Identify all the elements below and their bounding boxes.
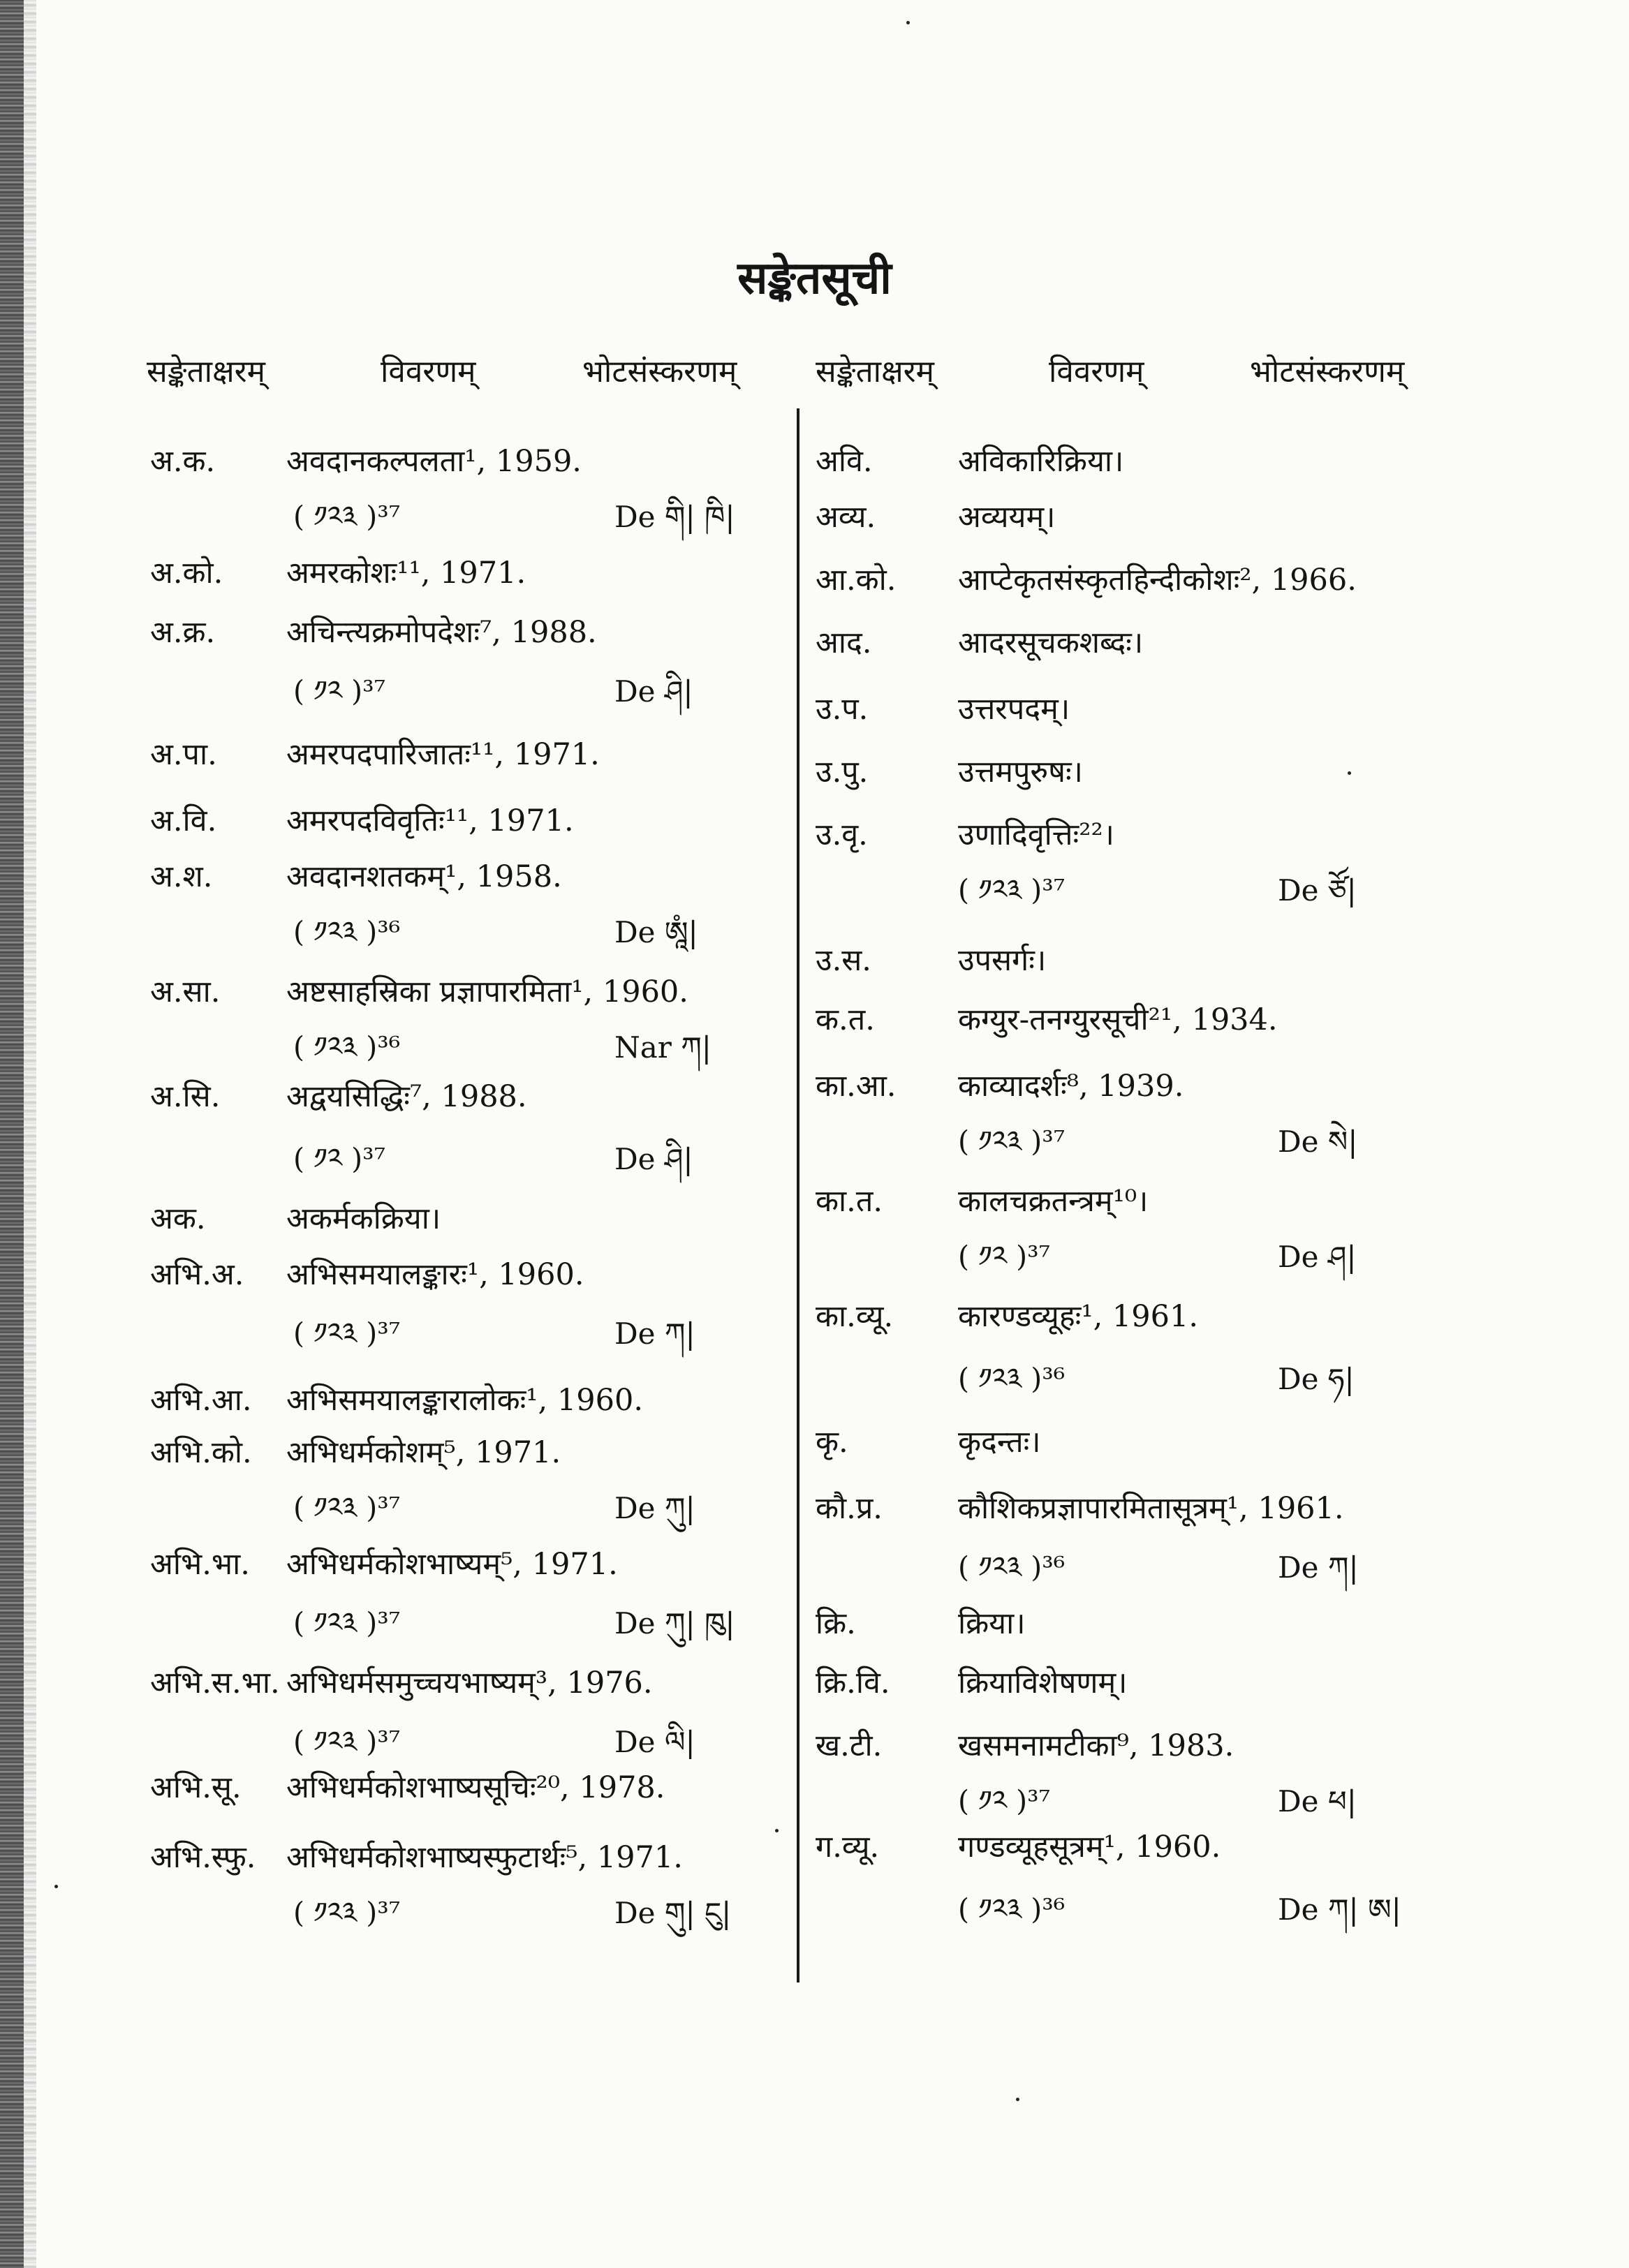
right-entry-tibetan-title: ( ༡༢༣ )³⁶ xyxy=(958,1362,1066,1395)
scan-speck xyxy=(1348,771,1351,775)
right-entry-abbreviation: क्रि. xyxy=(816,1606,856,1641)
right-entry-description: कौशिकप्रज्ञापारमितासूत्रम्¹, 1961. xyxy=(958,1491,1344,1526)
left-entry-abbreviation: अभि.अ. xyxy=(150,1257,244,1292)
right-entry-description: आप्टेकृतसंस्कृतहिन्दीकोशः², 1966. xyxy=(958,563,1357,598)
right-entry-edition-code: De ཙོ| xyxy=(1278,873,1357,907)
left-entry-description: अवदानशतकम्¹, 1958. xyxy=(286,859,562,894)
left-entry-tibetan-title: ( ༡༢༣ )³⁷ xyxy=(293,1317,401,1350)
left-entry-tibetan-title: ( ༡༢༣ )³⁷ xyxy=(293,500,401,533)
right-entry-description: क्रियाविशेषणम्। xyxy=(958,1666,1128,1700)
scan-edge-shadow xyxy=(0,0,24,2268)
right-entry-abbreviation: उ.पु. xyxy=(816,755,869,790)
left-entry-abbreviation: अ.वि. xyxy=(150,803,217,838)
scan-speck xyxy=(1016,2098,1019,2101)
right-entry-edition-code: De སེ| xyxy=(1278,1125,1358,1159)
right-entry-description: कग्युर-तनग्युरसूची²¹, 1934. xyxy=(958,1002,1278,1037)
right-entry-abbreviation: क्रि.वि. xyxy=(816,1666,890,1700)
header-description-left: विवरणम् xyxy=(381,354,476,390)
left-entry-description: अवदानकल्पलता¹, 1959. xyxy=(286,444,582,479)
right-entry-abbreviation: ख.टी. xyxy=(816,1728,883,1763)
right-entry-abbreviation: उ.प. xyxy=(816,692,869,727)
left-entry-description: अभिधर्मसमुच्चयभाष्यम्³, 1976. xyxy=(286,1666,653,1700)
right-entry-abbreviation: का.त. xyxy=(816,1184,883,1219)
left-entry-tibetan-title: ( ༡༢༣ )³⁷ xyxy=(293,1896,401,1929)
left-entry-description: अभिधर्मकोशभाष्यस्फुटार्थः⁵, 1971. xyxy=(286,1840,683,1875)
right-entry-edition-code: De ཤ| xyxy=(1278,1240,1357,1274)
left-entry-edition-code: De ཨཱཾ| xyxy=(614,915,698,949)
column-divider xyxy=(797,408,799,1982)
right-entry-description: कालचक्रतन्त्रम्¹⁰। xyxy=(958,1184,1149,1219)
right-entry-description: अविकारिक्रिया। xyxy=(958,444,1124,479)
left-entry-abbreviation: अ.पा. xyxy=(150,737,217,772)
right-entry-abbreviation: अवि. xyxy=(816,444,873,479)
left-entry-description: अष्टसाहस्रिका प्रज्ञापारमिता¹, 1960. xyxy=(286,974,688,1009)
left-entry-edition-code: De གི| ཁི| xyxy=(614,500,735,534)
right-entry-abbreviation: आ.को. xyxy=(816,563,897,598)
left-entry-edition-code: De ལི| xyxy=(614,1725,695,1759)
right-entry-tibetan-title: ( ༡༢༣ )³⁷ xyxy=(958,1125,1066,1158)
left-entry-tibetan-title: ( ༡༢ )³⁷ xyxy=(293,1142,386,1176)
page-title: सङ्केतसूची xyxy=(737,252,892,304)
right-entry-description: उत्तमपुरुषः। xyxy=(958,755,1083,790)
right-entry-abbreviation: उ.वृ. xyxy=(816,817,868,852)
right-entry-abbreviation: क.त. xyxy=(816,1002,875,1037)
left-entry-edition-code: De ཀུ| xyxy=(614,1491,695,1525)
right-entry-tibetan-title: ( ༡༢ )³⁷ xyxy=(958,1784,1051,1818)
right-entry-description: कृदन्तः। xyxy=(958,1425,1041,1460)
left-entry-description: अचिन्त्यक्रमोपदेशः⁷, 1988. xyxy=(286,615,597,650)
left-entry-abbreviation: अभि.स.भा. xyxy=(150,1666,280,1700)
right-entry-abbreviation: उ.स. xyxy=(816,943,871,978)
right-entry-description: खसमनामटीका⁹, 1983. xyxy=(958,1728,1234,1763)
left-entry-tibetan-title: ( ༡༢༣ )³⁶ xyxy=(293,1030,401,1064)
scan-speck xyxy=(54,1885,58,1888)
right-entry-description: उत्तरपदम्। xyxy=(958,692,1070,727)
right-entry-description: गण्डव्यूहसूत्रम्¹, 1960. xyxy=(958,1830,1221,1865)
left-entry-description: अद्वयसिद्धिः⁷, 1988. xyxy=(286,1079,527,1114)
left-entry-abbreviation: अ.सा. xyxy=(150,974,221,1009)
left-entry-abbreviation: अभि.सू. xyxy=(150,1770,242,1805)
scan-speck xyxy=(775,1829,779,1832)
right-entry-tibetan-title: ( ༡༢༣ )³⁶ xyxy=(958,1892,1066,1926)
left-entry-abbreviation: अभि.स्फु. xyxy=(150,1840,256,1875)
left-entry-tibetan-title: ( ༡༢༣ )³⁷ xyxy=(293,1606,401,1640)
right-entry-description: आदरसूचकशब्दः। xyxy=(958,625,1144,660)
right-entry-edition-code: De ཕ| xyxy=(1278,1784,1357,1818)
left-entry-abbreviation: अ.क्र. xyxy=(150,615,216,650)
right-entry-description: कारण्डव्यूहः¹, 1961. xyxy=(958,1299,1199,1334)
header-tibetan-right: भोटसंस्करणम् xyxy=(1250,354,1405,390)
right-entry-edition-code: De ཧ| xyxy=(1278,1362,1355,1396)
right-entry-description: काव्यादर्शः⁸, 1939. xyxy=(958,1069,1184,1104)
left-entry-abbreviation: अ.सि. xyxy=(150,1079,221,1114)
left-entry-description: अमरपदविवृतिः¹¹, 1971. xyxy=(286,803,574,838)
left-entry-edition-code: De ཤི| xyxy=(614,1142,693,1176)
right-entry-tibetan-title: ( ༡༢ )³⁷ xyxy=(958,1240,1051,1273)
left-entry-description: अकर्मकक्रिया। xyxy=(286,1201,441,1236)
right-entry-abbreviation: का.आ. xyxy=(816,1069,897,1104)
right-entry-edition-code: De ཀ| xyxy=(1278,1550,1359,1585)
left-entry-description: अमरपदपारिजातः¹¹, 1971. xyxy=(286,737,600,772)
left-entry-abbreviation: अभि.आ. xyxy=(150,1383,252,1418)
left-entry-tibetan-title: ( ༡༢༣ )³⁶ xyxy=(293,915,401,949)
left-entry-edition-code: Nar ཀ| xyxy=(614,1030,712,1065)
left-entry-abbreviation: अभि.को. xyxy=(150,1435,252,1470)
right-entry-edition-code: De ཀ| ཨ| xyxy=(1278,1892,1401,1927)
left-entry-description: अभिधर्मकोशभाष्यम्⁵, 1971. xyxy=(286,1547,618,1582)
header-tibetan-left: भोटसंस्करणम् xyxy=(582,354,737,390)
left-entry-edition-code: De ཀུ| ཁུ| xyxy=(614,1606,735,1640)
left-entry-description: अभिसमयालङ्कारः¹, 1960. xyxy=(286,1257,584,1292)
right-entry-abbreviation: ग.व्यू. xyxy=(816,1830,880,1865)
right-entry-abbreviation: आद. xyxy=(816,625,872,660)
left-entry-edition-code: De ཀ| xyxy=(614,1317,695,1351)
left-entry-tibetan-title: ( ༡༢༣ )³⁷ xyxy=(293,1491,401,1525)
scan-speck xyxy=(906,21,910,24)
right-entry-abbreviation: अव्य. xyxy=(816,500,876,535)
left-entry-abbreviation: अ.को. xyxy=(150,556,223,591)
right-entry-tibetan-title: ( ༡༢༣ )³⁶ xyxy=(958,1550,1066,1584)
left-entry-edition-code: De ཤི| xyxy=(614,674,693,709)
left-entry-description: अभिधर्मकोशम्⁵, 1971. xyxy=(286,1435,561,1470)
right-entry-description: अव्ययम्। xyxy=(958,500,1056,535)
right-entry-description: क्रिया। xyxy=(958,1606,1026,1641)
left-entry-edition-code: De གུ| ངུ| xyxy=(614,1896,732,1930)
header-abbreviation-left: सङ्केताक्षरम् xyxy=(147,354,265,390)
right-entry-description: उपसर्गः। xyxy=(958,943,1047,978)
right-entry-tibetan-title: ( ༡༢༣ )³⁷ xyxy=(958,873,1066,907)
right-entry-description: उणादिवृत्तिः²²। xyxy=(958,817,1114,852)
header-description-right: विवरणम् xyxy=(1049,354,1144,390)
header-abbreviation-right: सङ्केताक्षरम् xyxy=(816,354,934,390)
right-entry-abbreviation: का.व्यू. xyxy=(816,1299,894,1334)
left-entry-abbreviation: अ.क. xyxy=(150,444,216,479)
left-entry-abbreviation: अभि.भा. xyxy=(150,1547,250,1582)
left-entry-description: अभिधर्मकोशभाष्यसूचिः²⁰, 1978. xyxy=(286,1770,665,1805)
left-entry-description: अमरकोशः¹¹, 1971. xyxy=(286,556,526,591)
right-entry-abbreviation: कृ. xyxy=(816,1425,848,1460)
left-entry-tibetan-title: ( ༡༢༣ )³⁷ xyxy=(293,1725,401,1758)
left-entry-abbreviation: अ.श. xyxy=(150,859,213,894)
left-entry-tibetan-title: ( ༡༢ )³⁷ xyxy=(293,674,386,708)
scan-edge-noise xyxy=(24,0,36,2268)
left-entry-description: अभिसमयालङ्कारालोकः¹, 1960. xyxy=(286,1383,643,1418)
right-entry-abbreviation: कौ.प्र. xyxy=(816,1491,883,1526)
left-entry-abbreviation: अक. xyxy=(150,1201,206,1236)
